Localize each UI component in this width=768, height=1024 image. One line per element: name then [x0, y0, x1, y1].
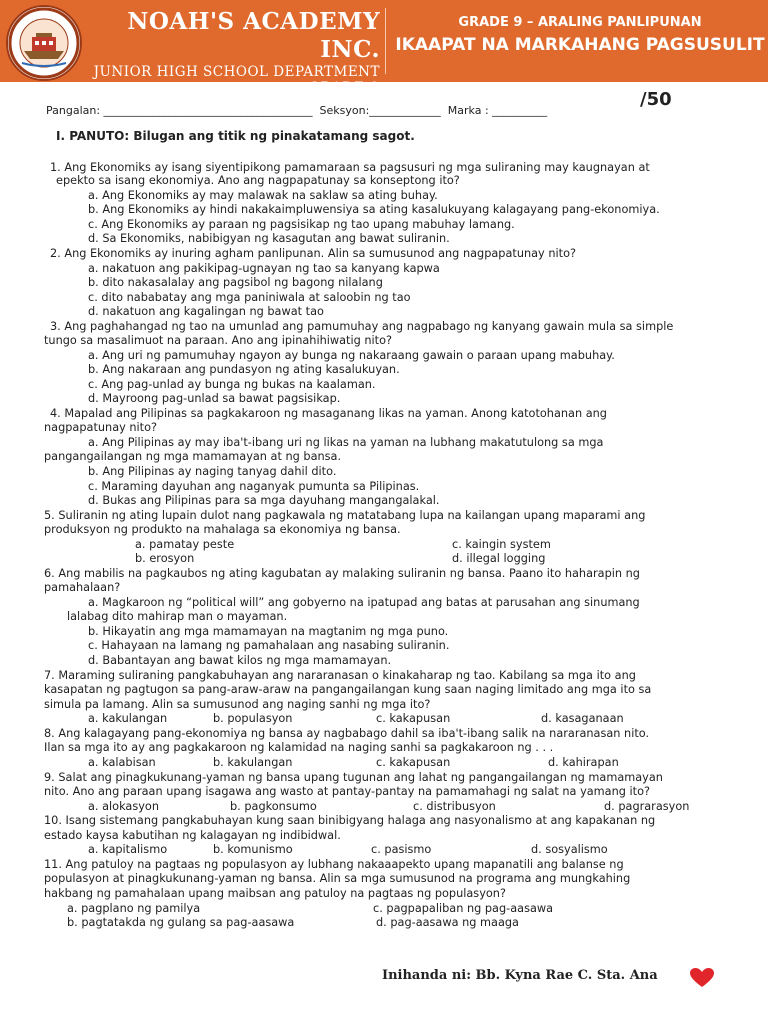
answer-choice: a. kalabisan	[88, 756, 156, 769]
total-score: /50	[640, 89, 672, 110]
school-name: NOAH'S ACADEMY INC.	[127, 8, 380, 63]
student-info-line: Pangalan: ______________________________________ Seksyon:_____________ Marka : __________	[46, 104, 548, 117]
question-line: 11. Ang patuloy na pagtaas ng populasyon ay lubhang nakaaapekto upang mapanatili ang balanse ng	[44, 858, 624, 871]
answer-choice: a. kakulangan	[88, 712, 168, 725]
answer-choice: a. alokasyon	[88, 800, 159, 813]
answer-choice: b. dito nakasalalay ang pagsibol ng bagong nilalang	[88, 276, 383, 289]
answer-choice: b. erosyon	[135, 552, 195, 565]
answer-choice: c. pasismo	[371, 843, 432, 856]
answer-choice: b. Ang Ekonomiks ay hindi nakakaimpluwensiya sa ating kasalukuyang kalagayang pang-ekonomiya.	[88, 203, 660, 216]
answer-choice: a. pamatay peste	[135, 538, 235, 551]
question-line: Ilan sa mga ito ay ang pagkakaroon ng kalamidad na naging sanhi sa pagkakaroon ng . . .	[44, 741, 554, 754]
question-line: pamahalaan?	[44, 581, 121, 594]
answer-choice: b. Hikayatin ang mga mamamayan na magtanim ng mga puno.	[88, 625, 449, 638]
answer-choice: d. pag-aasawa ng maaga	[376, 916, 519, 929]
answer-choice: d. Sa Ekonomiks, nabibigyan ng kasagutan ang bawat suliranin.	[88, 232, 450, 245]
question-line: 5. Suliranin ng ating lupain dulot nang pagkawala ng matatabang lupa na kailangan upang maparami ang	[44, 509, 646, 522]
answer-choice: a. pagplano ng pamilya	[67, 902, 201, 915]
question-line: 10. Isang sistemang pangkabuhayan kung saan binibigyang halaga ang nasyonalismo at ang kapakanan ng	[44, 814, 656, 827]
heart-icon	[690, 968, 714, 988]
subject: GRADE 9 – ARALING PANLIPUNAN	[458, 15, 702, 30]
answer-choice: c. Hahayaan na lamang ng pamahalaan ang nasabing suliranin.	[88, 639, 450, 652]
answer-choice: d. Mayroong pag-unlad sa bawat pagsisikap.	[88, 392, 341, 405]
question-line: simula pa lamang. Alin sa sumusunod ang naging sanhi ng mga ito?	[44, 698, 431, 711]
answer-choice: a. Ang uri ng pamumuhay ngayon ay bunga ng nakaraang gawain o paraan upang mabuhay.	[88, 349, 615, 362]
answer-choice: b. kakulangan	[213, 756, 293, 769]
exam-title: IKAAPAT NA MARKAHANG PAGSUSULIT	[395, 35, 765, 55]
answer-choice: a. Magkaroon ng “political will” ang gobyerno na ipatupad ang batas at parusahan ang sinumang	[88, 596, 640, 609]
answer-choice: d. Bukas ang Pilipinas para sa mga dayuhang mangangalakal.	[88, 494, 440, 507]
answer-choice: d. nakatuon ang kagalingan ng bawat tao	[88, 305, 324, 318]
answer-choice: d. pagrarasyon	[604, 800, 690, 813]
question-line: epekto sa isang ekonomiya. Ano ang nagpapatunay sa konseptong ito?	[56, 174, 460, 187]
question-line: 7. Maraming suliraning pangkabuhayan ang nararanasan o kinakaharap ng tao. Kabilang sa mga ito ang	[44, 669, 636, 682]
question-line: 8. Ang kalagayang pang-ekonomiya ng bansa ay nagbabago dahil sa iba't-ibang salik na nararanasan nito.	[44, 727, 650, 740]
answer-choice: b. Ang nakaraan ang pundasyon ng ating kasalukuyan.	[88, 363, 400, 376]
question-line: tungo sa masalimuot na paraan. Ano ang ipinahihiwatig nito?	[44, 334, 393, 347]
prepared-by: Inihanda ni: Bb. Kyna Rae C. Sta. Ana	[382, 968, 658, 983]
answer-choice: b. pagkonsumo	[230, 800, 317, 813]
grade-level: GRADE 9	[308, 80, 380, 96]
answer-choice: b. komunismo	[213, 843, 293, 856]
question-line: 6. Ang mabilis na pagkaubos ng ating kagubatan ay malaking suliranin ng bansa. Paano ito haharapin ng	[44, 567, 640, 580]
question-line: 3. Ang paghahangad ng tao na umunlad ang pamumuhay ang nagpabago ng kanyang gawain mula sa simple	[50, 320, 674, 333]
answer-choice: c. kaingin system	[452, 538, 551, 551]
answer-choice: c. distribusyon	[413, 800, 496, 813]
answer-choice: d. kasaganaan	[541, 712, 624, 725]
question-line: hakbang ng pamahalaan upang maibsan ang patuloy na pagtaas ng populasyon?	[44, 887, 506, 900]
answer-choice: d. sosyalismo	[531, 843, 608, 856]
answer-choice: b. Ang Pilipinas ay naging tanyag dahil dito.	[88, 465, 337, 478]
answer-choice: b. pagtatakda ng gulang sa pag-aasawa	[67, 916, 295, 929]
question-line: nagpapatunay nito?	[44, 421, 158, 434]
question-line: estado kaysa kabutihan ng kalagayan ng indibidwal.	[44, 829, 341, 842]
answer-choice: a. kapitalismo	[88, 843, 168, 856]
answer-choice: c. kakapusan	[376, 712, 451, 725]
question-line: kasapatan ng pagtugon sa pang-araw-araw na pangangailangan kung saan naging limitado ang mga ito sa	[44, 683, 652, 696]
answer-choice: pangangailangan ng mga mamamayan at ng bansa.	[44, 450, 342, 463]
answer-choice: c. Ang pag-unlad ay bunga ng bukas na kaalaman.	[88, 378, 376, 391]
question-line: produksyon ng produkto na mahalaga sa ekonomiya ng bansa.	[44, 523, 401, 536]
answer-choice: d. kahirapan	[548, 756, 619, 769]
question-line: 2. Ang Ekonomiks ay inuring agham panlipunan. Alin sa sumusunod ang nagpapatunay nito?	[50, 247, 576, 260]
answer-choice: d. Babantayan ang bawat kilos ng mga mamamayan.	[88, 654, 392, 667]
answer-choice: a. Ang Pilipinas ay may iba't-ibang uri ng likas na yaman na lubhang makatutulong sa mga	[88, 436, 604, 449]
question-line: 1. Ang Ekonomiks ay isang siyentipikong pamamaraan sa pagsusuri ng mga suliraning may kaugnayan at	[50, 161, 650, 174]
question-line: 9. Salat ang pinagkukunang-yaman ng bansa upang tugunan ang lahat ng pangangailangan ng mamamayan	[44, 771, 663, 784]
answer-choice: a. nakatuon ang pakikipag-ugnayan ng tao sa kanyang kapwa	[88, 262, 440, 275]
answer-choice: c. pagpapaliban ng pag-aasawa	[373, 902, 554, 915]
answer-choice: lalabag dito mahirap man o mayaman.	[67, 610, 288, 623]
instructions: I. PANUTO: Bilugan ang titik ng pinakatamang sagot.	[56, 129, 415, 143]
answer-choice: c. Maraming dayuhan ang naganyak pumunta sa Pilipinas.	[88, 480, 420, 493]
answer-choice: a. Ang Ekonomiks ay may malawak na saklaw sa ating buhay.	[88, 189, 438, 202]
question-line: populasyon at pinagkukunang-yaman ng bansa. Alin sa mga sumusunod na programa ang mungkahing	[44, 872, 631, 885]
answer-choice: d. illegal logging	[452, 552, 546, 565]
question-line: 4. Mapalad ang Pilipinas sa pagkakaroon ng masaganang likas na yaman. Anong katotohanan ang	[50, 407, 607, 420]
answer-choice: c. Ang Ekonomiks ay paraan ng pagsisikap ng tao upang mabuhay lamang.	[88, 218, 515, 231]
question-line: nito. Ano ang paraan upang isagawa ang wasto at pantay-pantay na pamamahagi ng salat na yamang ito?	[44, 785, 650, 798]
answer-choice: c. dito nababatay ang mga paniniwala at saloobin ng tao	[88, 291, 411, 304]
answer-choice: c. kakapusan	[376, 756, 451, 769]
answer-choice: b. populasyon	[213, 712, 293, 725]
department: JUNIOR HIGH SCHOOL DEPARTMENT	[93, 64, 380, 80]
